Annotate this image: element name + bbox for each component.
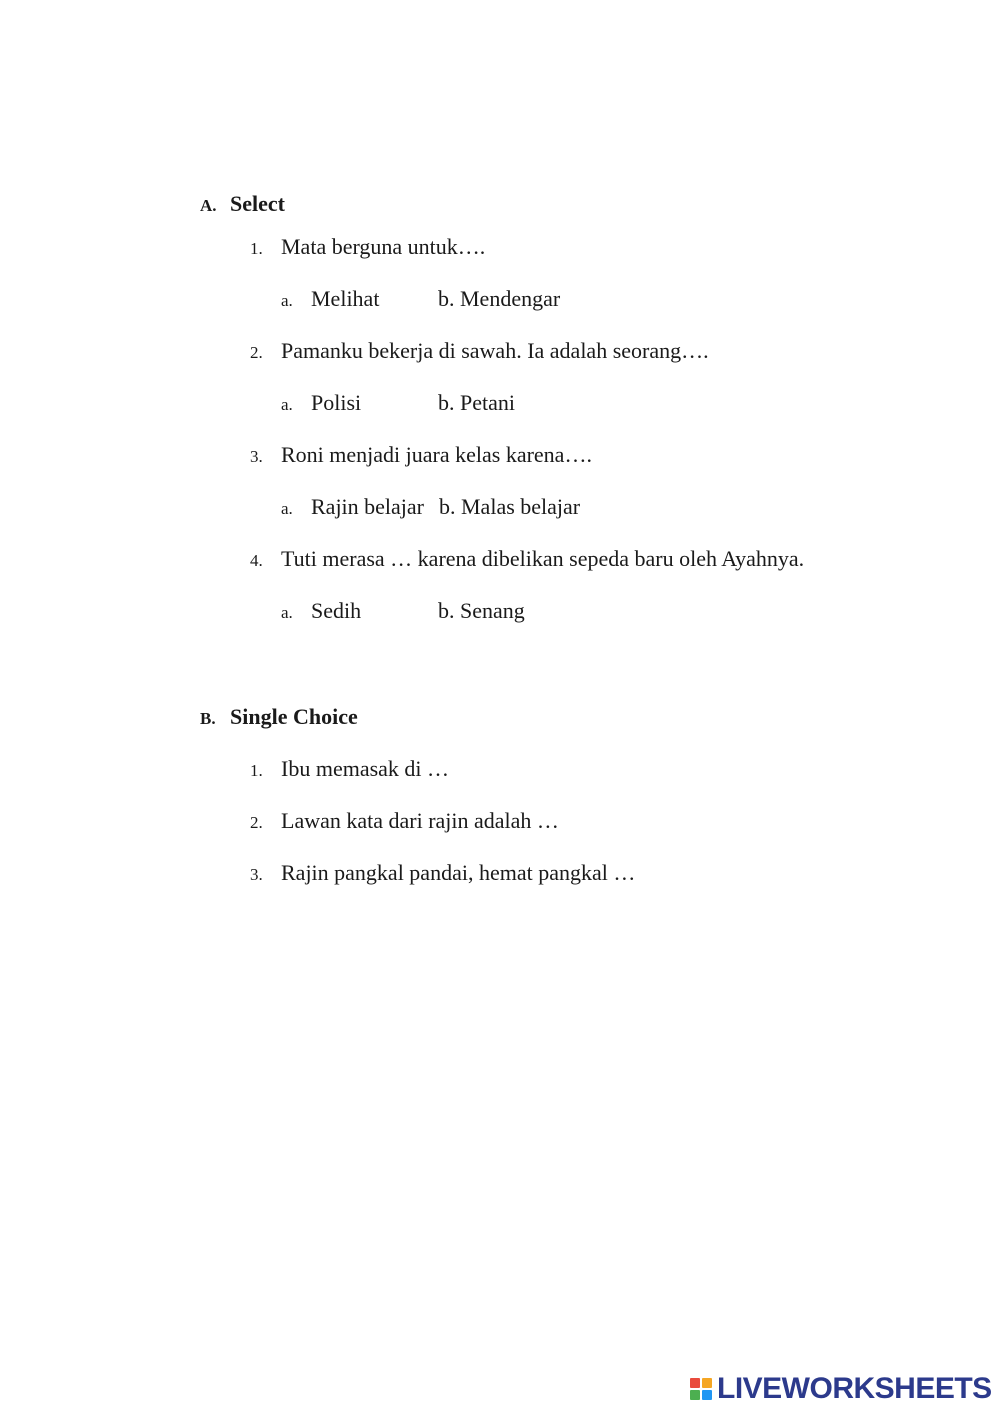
logo-square-3 <box>690 1390 700 1400</box>
a-question-1-text: Mata berguna untuk…. <box>281 234 486 259</box>
section-a-letter: A. <box>200 196 217 215</box>
b-question-2-text: Lawan kata dari rajin adalah … <box>281 808 559 833</box>
a-question-2-text: Pamanku bekerja di sawah. Ia adalah seorang…. <box>281 338 709 363</box>
a-question-1-option-a[interactable]: Melihat <box>311 286 380 311</box>
b-question-3-text: Rajin pangkal pandai, hemat pangkal … <box>281 860 636 885</box>
b-question-1-number: 1. <box>250 761 263 780</box>
section-b-title: Single Choice <box>230 704 358 729</box>
a-question-2-option-a[interactable]: Polisi <box>311 390 362 415</box>
a-question-4-option-letter: a. <box>281 603 293 622</box>
logo-square-1 <box>690 1378 700 1388</box>
a-question-4-text: Tuti merasa … karena dibelikan sepeda baru oleh Ayahnya. <box>281 546 805 571</box>
a-question-1-option-letter: a. <box>281 291 293 310</box>
a-question-2-option-letter: a. <box>281 395 293 414</box>
a-question-3-option-letter: a. <box>281 499 293 518</box>
logo-square-4 <box>702 1390 712 1400</box>
a-question-3-option-b[interactable]: b. Malas belajar <box>439 494 581 519</box>
a-question-1-option-b[interactable]: b. Mendengar <box>438 286 561 311</box>
b-question-1-text: Ibu memasak di … <box>281 756 450 781</box>
a-question-4-option-b[interactable]: b. Senang <box>438 598 525 623</box>
section-b-letter: B. <box>200 709 216 728</box>
liveworksheets-logo <box>690 1373 992 1405</box>
a-question-2-option-b[interactable]: b. Petani <box>438 390 515 415</box>
a-question-1-number: 1. <box>250 239 263 258</box>
a-question-4-number: 4. <box>250 551 263 570</box>
logo-grid-icon <box>690 1378 712 1400</box>
section-a-title: Select <box>230 191 285 216</box>
b-question-3-number: 3. <box>250 865 263 884</box>
a-question-2-number: 2. <box>250 343 263 362</box>
a-question-3-text: Roni menjadi juara kelas karena…. <box>281 442 592 467</box>
a-question-4-option-a[interactable]: Sedih <box>311 598 362 623</box>
logo-text: LIVEWORKSHEETS <box>717 1372 992 1405</box>
a-question-3-number: 3. <box>250 447 263 466</box>
logo-square-2 <box>702 1378 712 1388</box>
b-question-2-number: 2. <box>250 813 263 832</box>
a-question-3-option-a[interactable]: Rajin belajar <box>311 494 425 519</box>
